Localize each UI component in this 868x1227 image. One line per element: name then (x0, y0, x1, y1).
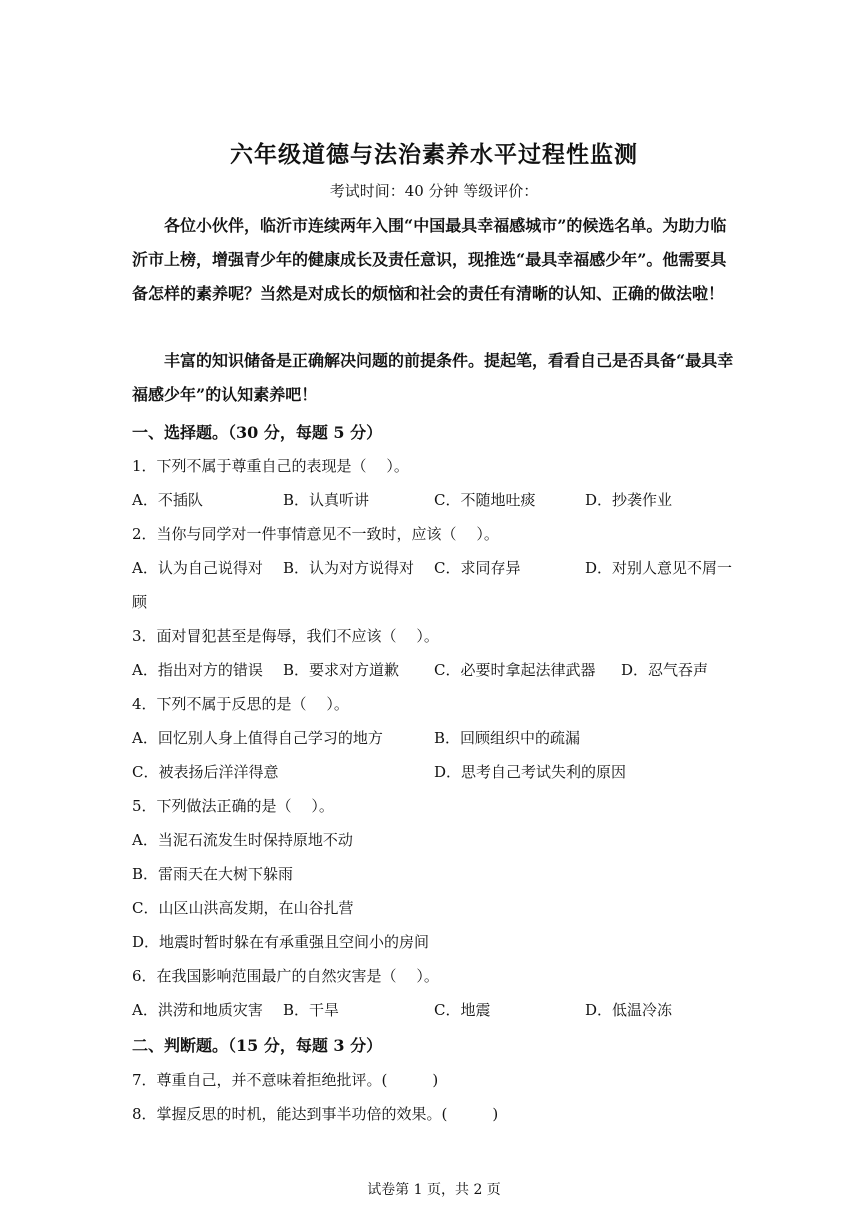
page-footer: 试卷第 1 页，共 2 页 (367, 1182, 501, 1198)
question-2-stem: 2．当你与同学对一件事情意见不一致时，应该（ ）。 (132, 525, 499, 543)
question-8-statement: 8．掌握反思的时机，能达到事半功倍的效果。( ) (132, 1105, 499, 1123)
question-5-option-d: D．地震时暂时躲在有承重强且空间小的房间 (132, 933, 430, 951)
question-6-option-d: D．低温冷冻 (585, 1001, 673, 1019)
question-5-option-a: A．当泥石流发生时保持原地不动 (132, 831, 353, 849)
question-4-option-b: B．回顾组织中的疏漏 (434, 729, 581, 747)
question-1-option-c: C．不随地吐痰 (434, 491, 536, 509)
question-3-stem: 3．面对冒犯甚至是侮辱，我们不应该（ ）。 (132, 627, 439, 645)
question-2-option-a: A．认为自己说得对 (132, 559, 263, 577)
question-4-option-a: A．回忆别人身上值得自己学习的地方 (132, 729, 383, 747)
question-6-option-b: B．干旱 (283, 1001, 340, 1019)
section-choice-heading: 一、选择题。（30 分，每题 5 分） (132, 423, 383, 442)
exam-title: 六年级道德与法治素养水平过程性监测 (230, 141, 638, 168)
intro-paragraph-1: 各位小伙伴，临沂市连续两年入围“中国最具幸福感城市”的候选名单。为助力临沂市上榜，增强青少年的健康成长及责任意识，现推选“最具幸福感少年”。他需要具备怎样的素养呢？当然是对成长的烦恼和社会的责任有清晰的认知、正确的做法啦！ (132, 216, 727, 303)
exam-subtitle: 考试时间：40 分钟 等级评价： (329, 182, 539, 200)
question-4-option-c: C．被表扬后洋洋得意 (132, 763, 279, 781)
question-6-option-a: A．洪涝和地质灾害 (132, 1001, 263, 1019)
question-2-option-d: D．对别人意见不屑一 (585, 559, 733, 577)
question-2-option-c: C．求同存异 (434, 559, 521, 577)
question-7-statement: 7．尊重自己，并不意味着拒绝批评。( ) (132, 1071, 439, 1089)
question-1-option-b: B．认真听讲 (283, 491, 370, 509)
question-3-option-c: C．必要时拿起法律武器 (434, 661, 596, 679)
question-3-option-d: D．忍气吞声 (621, 661, 709, 679)
question-2-option-b: B．认为对方说得对 (283, 559, 415, 577)
question-5-option-b: B．雷雨天在大树下躲雨 (132, 865, 294, 883)
question-1-option-a: A．不插队 (132, 491, 203, 509)
question-3-option-b: B．要求对方道歉 (283, 661, 400, 679)
question-4-stem: 4．下列不属于反思的是（ ）。 (132, 695, 349, 713)
question-4-option-d: D．思考自己考试失利的原因 (434, 763, 627, 781)
question-2-option-d-wrap: 顾 (132, 593, 148, 611)
question-1-stem: 1．下列不属于尊重自己的表现是（ ）。 (132, 457, 409, 475)
question-1-option-d: D．抄袭作业 (585, 491, 673, 509)
question-6-option-c: C．地震 (434, 1001, 491, 1019)
question-3-option-a: A．指出对方的错误 (132, 661, 263, 679)
question-6-stem: 6．在我国影响范围最广的自然灾害是（ ）。 (132, 967, 439, 985)
intro-paragraph-2: 丰富的知识储备是正确解决问题的前提条件。提起笔，看看自己是否具备“最具幸福感少年”的认知素养吧！ (132, 351, 734, 404)
question-5-option-c: C．山区山洪高发期，在山谷扎营 (132, 899, 354, 917)
question-5-stem: 5．下列做法正确的是（ ）。 (132, 797, 334, 815)
section-judgment-heading: 二、判断题。（15 分，每题 3 分） (132, 1036, 383, 1055)
